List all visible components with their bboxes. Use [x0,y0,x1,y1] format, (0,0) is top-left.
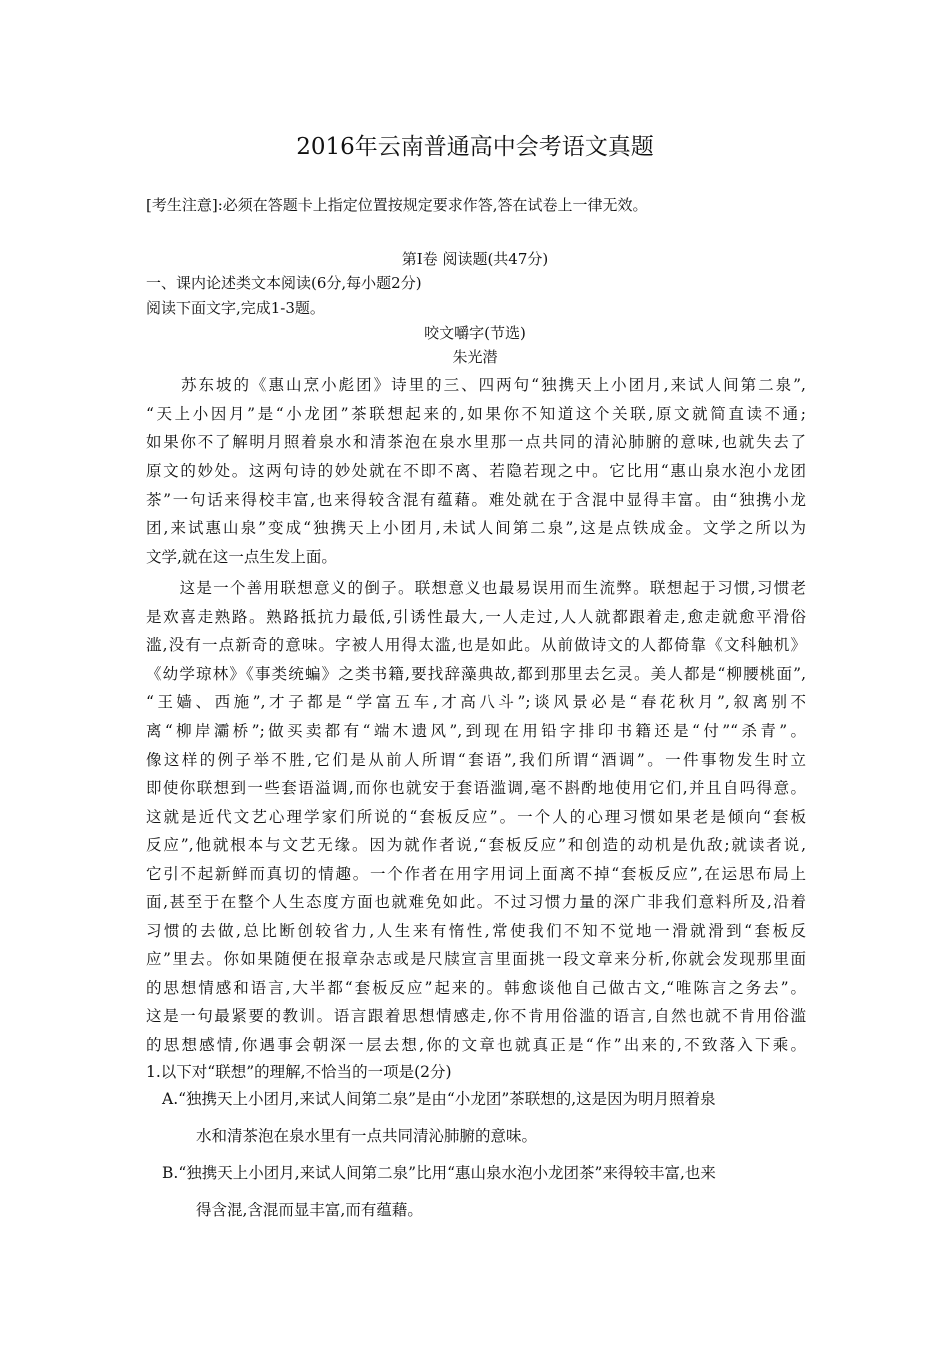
text-line: 团,来试惠山泉”变成“独携天上小团月,未试人间第二泉”,这是点铁成金。文学之所以为 [146,519,806,537]
text-line: 习惯的去做,总比断创较省力,人生来有惰性,常使我们不知不觉地一滑就滑到“套板反 [146,922,806,940]
text-line: 的思想情感和语言,大半都“套板反应”起来的。韩愈谈他自己做古文,“唯陈言之务去”。 [146,979,806,997]
option-a-line: 水和清茶泡在泉水里有一点共同清沁肺腑的意味。 [196,1127,538,1145]
article-author: 朱光潜 [452,348,498,366]
text-line: 像这样的例子举不胜,它们是从前人所谓“套语”,我们所谓“酒调”。一件事物发生时立 [146,751,806,769]
part-heading: 一、课内论述类文本阅读(6分,每小题2分) [146,274,422,292]
page-title: 2016年云南普通高中会考语文真题 [296,134,654,160]
text-line: 的思想感情,你遇事会朝深一层去想,你的文章也就真正是“作”出来的,不致落入下乘。 [146,1036,806,1054]
text-line: 应”里去。你如果随便在报章杂志或是尺牍宣言里面挑一段文章来分析,你就会发现那里面 [146,950,806,968]
option-a-line: A.“独携天上小团月,来试人间第二泉”是由“小龙团”茶联想的,这是因为明月照着泉 [162,1090,716,1108]
text-line: 原文的妙处。这两句诗的妙处就在不即不离、若隐若现之中。它比用“惠山泉水泡小龙团 [146,462,806,480]
text-line: 茶”一句话来得校丰富,也来得较含混有蕴藉。难处就在于含混中显得丰富。由“独携小龙 [146,491,806,509]
option-b-line: B.“独携天上小团月,来试人间第二泉”比用“惠山泉水泡小龙团茶”来得较丰富,也来 [162,1164,716,1182]
text-line: 这是一个善用联想意义的倒子。联想意义也最易误用而生流弊。联想起于习惯,习惯老 [146,579,806,597]
question-stem: 1.以下对“联想”的理解,不恰当的一项是(2分) [146,1063,452,1081]
text-line: “天上小因月”是“小龙团”茶联想起来的,如果你不知道这个关联,原文就简直读不通; [146,405,806,423]
text-line: 是欢喜走熟路。熟路抵抗力最低,引诱性最大,一人走过,人人就都跟着走,愈走就愈平滑俗 [146,608,806,626]
text-line: 苏东坡的《惠山烹小彪团》诗里的三、四两句“独携天上小团月,来试人间第二泉”, [146,376,806,394]
text-line: 它引不起新鲜而真切的情趣。一个作者在用字用词上面离不掉“套板反应”,在运思布局上 [146,865,806,883]
section-title: 第Ⅰ卷 阅读题(共47分) [401,250,549,268]
text-line: 《幼学琼林》《事类统蝙》之类书籍,要找辞藻典故,都到那里去乞灵。美人都是“柳腰桃面”, [146,665,806,683]
text-line: 滥,没有一点新奇的意味。字被人用得太滥,也是如此。从前做诗文的人都倚靠《文科触机》 [146,636,806,654]
text-line: 这是一句最紧要的教训。语言跟着思想情感走,你不肯用俗滥的语言,自然也就不肯用俗滥 [146,1007,806,1025]
option-b-line: 得含混,含混而显丰富,而有蕴藉。 [196,1201,423,1219]
text-line: 面,甚至于在整个人生态度方面也就难免如此。不过习惯力量的深广非我们意料所及,沿着 [146,893,806,911]
text-line: 离“柳岸灞桥”;做买卖都有“端木遗风”,到现在用铅字排印书籍还是“付”“杀青”。 [146,722,806,740]
reading-instruction: 阅读下面文字,完成1-3题。 [146,299,325,317]
article-title: 咬文嚼字(节选) [424,324,526,342]
exam-notice: [考生注意]:必须在答题卡上指定位置按规定要求作答,答在试卷上一律无效。 [146,196,648,214]
text-line: 如果你不了解明月照着泉水和清茶泡在泉水里那一点共同的清沁肺腑的意味,也就失去了 [146,433,806,451]
text-line: 文学,就在这一点生发上面。 [146,548,337,566]
text-line: 即使你联想到一些套语溢调,而你也就安于套语滥调,毫不斟酌地使用它们,并且自吗得意。 [146,779,806,797]
text-line: 这就是近代文艺心理学家们所说的“套板反应”。一个人的心理习惯如果老是倾向“套板 [146,808,806,826]
text-line: 反应”,他就根本与文艺无缘。因为就作者说,“套板反应”和创造的动机是仇敌;就读者说, [146,836,806,854]
text-line: “王嫱、西施”,才子都是“学富五车,才高八斗”;谈风景必是“春花秋月”,叙离别不 [146,693,806,711]
